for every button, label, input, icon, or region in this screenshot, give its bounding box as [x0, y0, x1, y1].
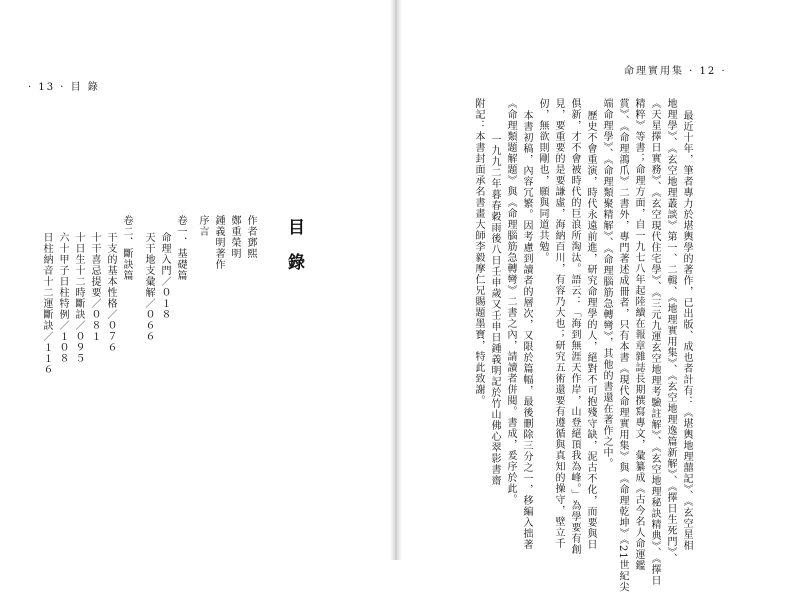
- toc-credit-work: 鍾義明著作: [213, 215, 224, 270]
- left-page-header: · 13 · 目 錄: [28, 82, 100, 93]
- toc-item: 天干地支彙解／０６６: [143, 232, 154, 342]
- preface-column: 俱新，才不會被時代的巨浪所淘汰。語云：「海到無涯天作岸，山登絕頂我為峰。」為學要有創: [569, 98, 580, 555]
- preface-column: 地理學》、《玄空地理叢談》第一、二輯、《地理實用集》、《玄空地理逸篇新解》、《擇日生死門》、: [665, 98, 676, 564]
- left-page: [0, 0, 396, 560]
- preface-column: 《命理類題解題》與《命理腦筋急轉彎》二書之內，請讀者併閱。書成，爰序於此。: [505, 98, 516, 505]
- preface-column: 最近十年，筆者專力於堪輿學的著作，已出版、成也者計有：《堪輿地理囍記》、《玄空星相: [681, 110, 692, 551]
- right-page: [396, 0, 793, 593]
- toc-item: 命理入門／０１８: [159, 232, 170, 320]
- preface-column: 仞，無欲則剛也，願與同道共勉。: [537, 98, 548, 263]
- preface-column: 見，要重要的是要謙虛，海納百川，有容乃大也；研究五術還要有遵循與真知的操守，壁立千: [553, 98, 564, 549]
- toc-preface: 序言: [197, 215, 208, 237]
- toc-item: 十干喜忌提要／０８１: [89, 232, 100, 342]
- preface-signature: 一九九二年暮春穀雨後八日壬申歲又壬申日鍾義明記於竹山佛心翠影書齋: [489, 134, 500, 486]
- preface-column: 端命理學》、《命理類聚精解》、《命理腦筋急轉彎》，其他的書還在著作之中。: [601, 98, 612, 469]
- right-page-header: 命理實用集 · 12 ·: [624, 66, 727, 77]
- toc-volume-2-heading: 卷二．斷訣篇: [121, 215, 132, 281]
- toc-item: 六十甲子日柱特例／１０８: [57, 232, 68, 364]
- toc-title: 目錄: [284, 218, 304, 288]
- toc-item: 干支的基本性格／０７６: [105, 232, 116, 353]
- toc-item: 十日生十二時斷訣／０９５: [73, 232, 84, 364]
- preface-postscript: 附記：本書封面承名書畫大師李毅摩仁兄賜題墨寶，特此致謝。: [473, 98, 484, 406]
- preface-column: 歷史不會重演，時代永遠前進，研究命理學的人，絕對不可抱殘守缺，泥古不化，而要與日: [585, 110, 596, 550]
- toc-item: 日柱納音十二運斷訣／１１６: [41, 232, 52, 375]
- preface-column: 本書初稿，內容冗繁。因考慮到讀者的層次，又限於篇幅，最後刪除三分之一，移編入拙著: [521, 110, 532, 550]
- preface-column: 賞》、《命理鴻爪》二書外，專門著述成冊者，只有本書《現代命理實用集》與《命理乾坤》《21世紀尖: [617, 98, 628, 593]
- preface-column: 精粹》等書；命理方面，自一九七八年起陸續在報章雜誌長期撰寫專文，彙纂成《古今名人命運鑑: [633, 98, 644, 571]
- toc-credit-author: 作者鄧熙: [245, 215, 256, 259]
- toc-volume-1-heading: 卷一．基礎篇: [175, 215, 186, 281]
- preface-column: 《天星擇日實務》、《玄空現代住宅學》、《三元九運玄空地理考驗註解》、《玄空地理秘訣精典》、《擇日: [649, 98, 660, 586]
- toc-credit-editor: 鄭重榮明: [229, 215, 240, 259]
